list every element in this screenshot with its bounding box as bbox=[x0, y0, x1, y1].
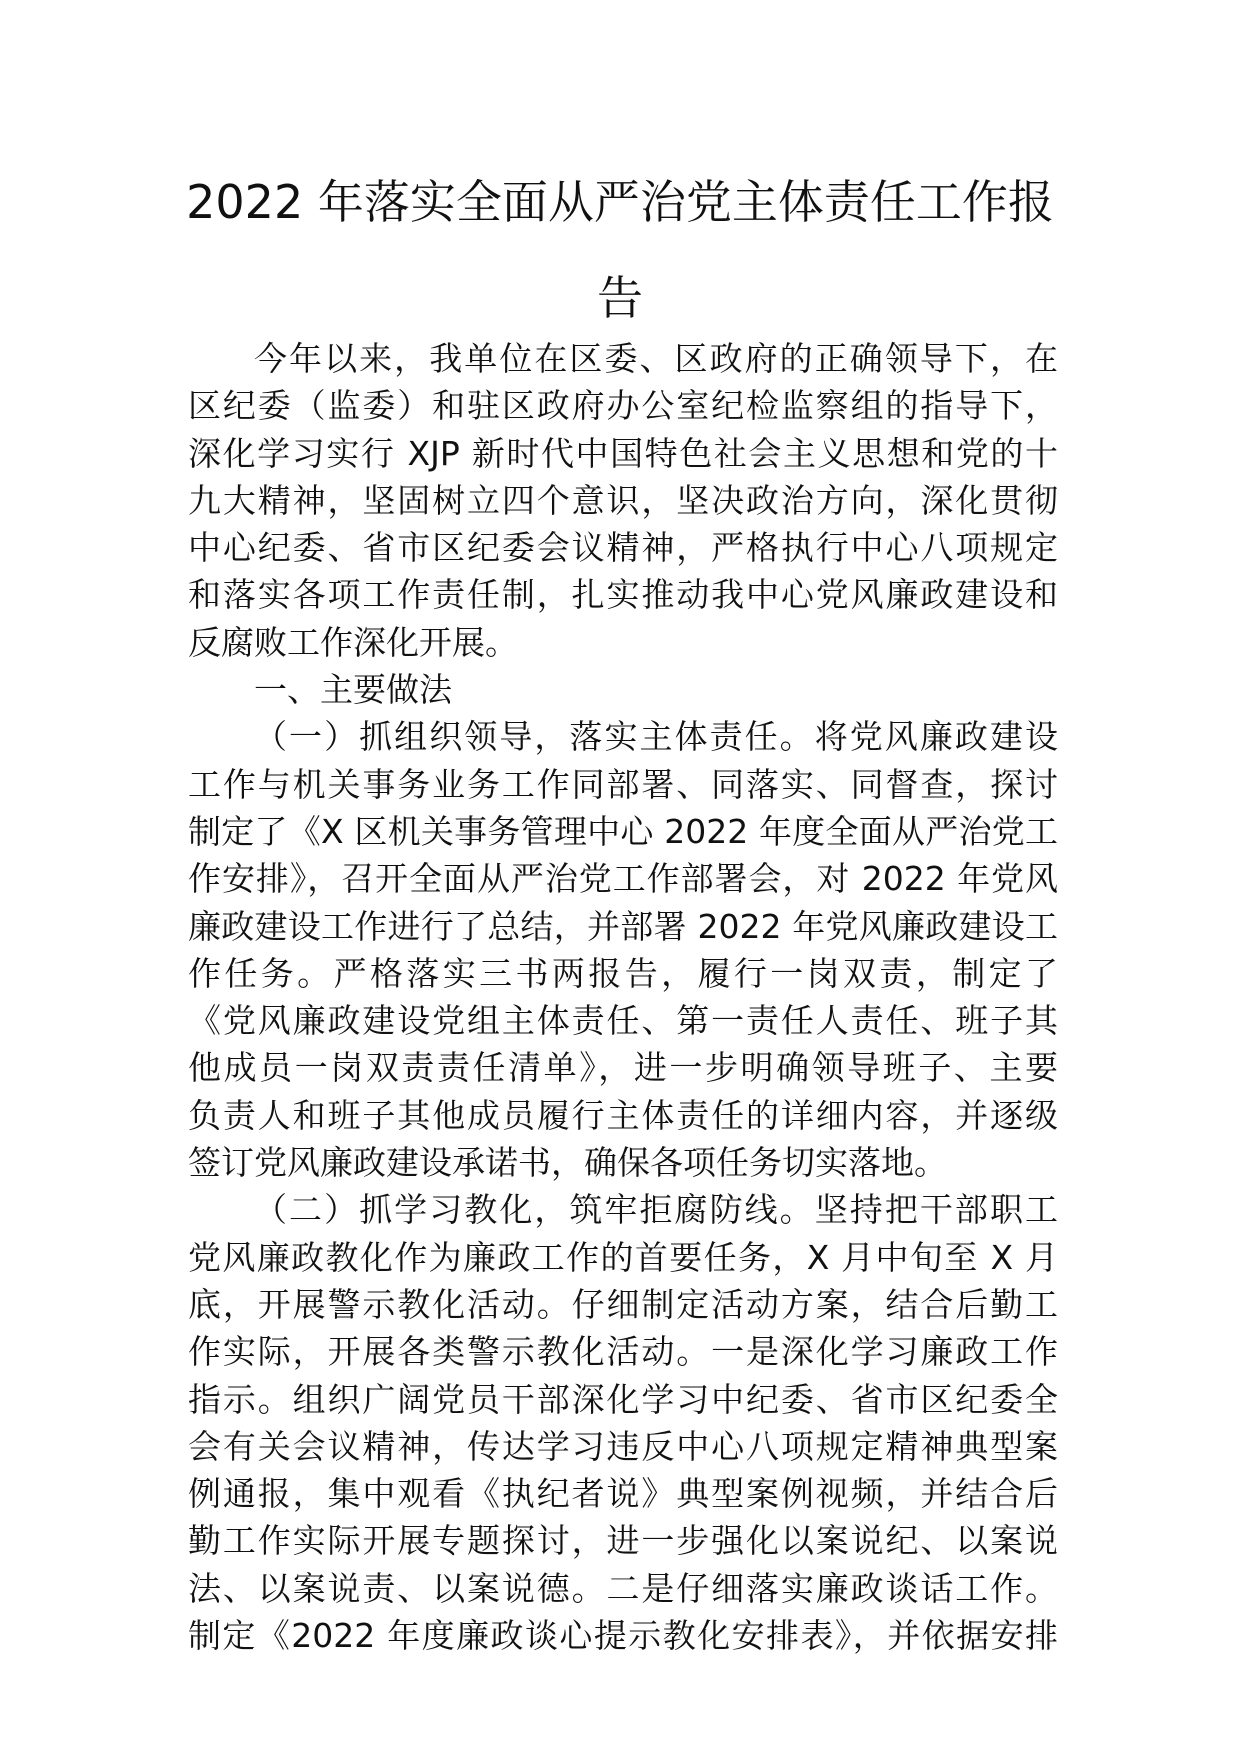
paragraph-intro-line: 今年以来，我单位在区委、区政府的正确领导下，在 bbox=[254, 339, 1058, 378]
paragraph-one-line: 制定了《X 区机关事务管理中心 2022 年度全面从严治党工 bbox=[188, 811, 1058, 851]
paragraph-two-line: 作实际，开展各类警示教化活动。一是深化学习廉政工作 bbox=[188, 1332, 1058, 1372]
paragraph-two-line: 法、以案说责、以案说德。二是仔细落实廉政谈话工作。 bbox=[188, 1568, 1058, 1608]
paragraph-one-line: 签订党风廉政建设承诺书，确保各项任务切实落地。 bbox=[188, 1143, 947, 1183]
paragraph-intro-line: 深化学习实行 XJP 新时代中国特色社会主义思想和党的十 bbox=[188, 433, 1058, 473]
section-heading: 一、主要做法 bbox=[254, 670, 452, 710]
paragraph-intro-line: 九大精神，坚固树立四个意识，坚决政治方向，深化贯彻 bbox=[188, 480, 1058, 520]
paragraph-one-line: 作任务。严格落实三书两报告，履行一岗双责，制定了 bbox=[188, 953, 1058, 993]
paragraph-intro-line: 区纪委（监委）和驻区政府办公室纪检监察组的指导下， bbox=[188, 386, 1058, 426]
paragraph-two-line: 例通报，集中观看《执纪者说》典型案例视频，并结合后 bbox=[188, 1474, 1058, 1514]
paragraph-one-line: 作安排》，召开全面从严治党工作部署会，对 2022 年党风 bbox=[188, 859, 1058, 899]
document-body bbox=[188, 335, 1058, 1659]
paragraph-two-line: 会有关会议精神，传达学习违反中心八项规定精神典型案 bbox=[188, 1426, 1058, 1466]
paragraph-two-line: 制定《2022 年度廉政谈心提示教化安排表》，并依据安排 bbox=[188, 1616, 1058, 1656]
paragraph-two-line: 底，开展警示教化活动。仔细制定活动方案，结合后勤工 bbox=[188, 1284, 1058, 1324]
paragraph-one-line: 他成员一岗双责责任清单》，进一步明确领导班子、主要 bbox=[188, 1048, 1058, 1088]
paragraph-one-line: 《党风廉政建设党组主体责任、第一责任人责任、班子其 bbox=[188, 1001, 1058, 1041]
paragraph-intro-line: 中心纪委、省市区纪委会议精神，严格执行中心八项规定 bbox=[188, 528, 1058, 568]
document-title-line-1: 2022 年落实全面从严治党主体责任工作报 bbox=[186, 175, 1054, 229]
paragraph-one-line: 负责人和班子其他成员履行主体责任的详细内容，并逐级 bbox=[188, 1095, 1058, 1135]
paragraph-intro-line: 反腐败工作深化开展。 bbox=[188, 622, 518, 662]
paragraph-one-line: （一）抓组织领导，落实主体责任。将党风廉政建设 bbox=[254, 717, 1058, 757]
paragraph-one-line: 工作与机关事务业务工作同部署、同落实、同督查，探讨 bbox=[188, 764, 1058, 804]
paragraph-two-line: 勤工作实际开展专题探讨，进一步强化以案说纪、以案说 bbox=[188, 1521, 1058, 1561]
paragraph-two-line: 党风廉政教化作为廉政工作的首要任务，X 月中旬至 X 月 bbox=[188, 1237, 1058, 1277]
paragraph-two-line: （二）抓学习教化，筑牢拒腐防线。坚持把干部职工 bbox=[254, 1190, 1058, 1230]
document-title-line-2: 告 bbox=[597, 271, 643, 325]
paragraph-two-line: 指示。组织广阔党员干部深化学习中纪委、省市区纪委全 bbox=[188, 1379, 1058, 1419]
paragraph-intro-line: 和落实各项工作责任制，扎实推动我中心党风廉政建设和 bbox=[188, 575, 1058, 615]
paragraph-one-line: 廉政建设工作进行了总结，并部署 2022 年党风廉政建设工 bbox=[188, 906, 1058, 946]
